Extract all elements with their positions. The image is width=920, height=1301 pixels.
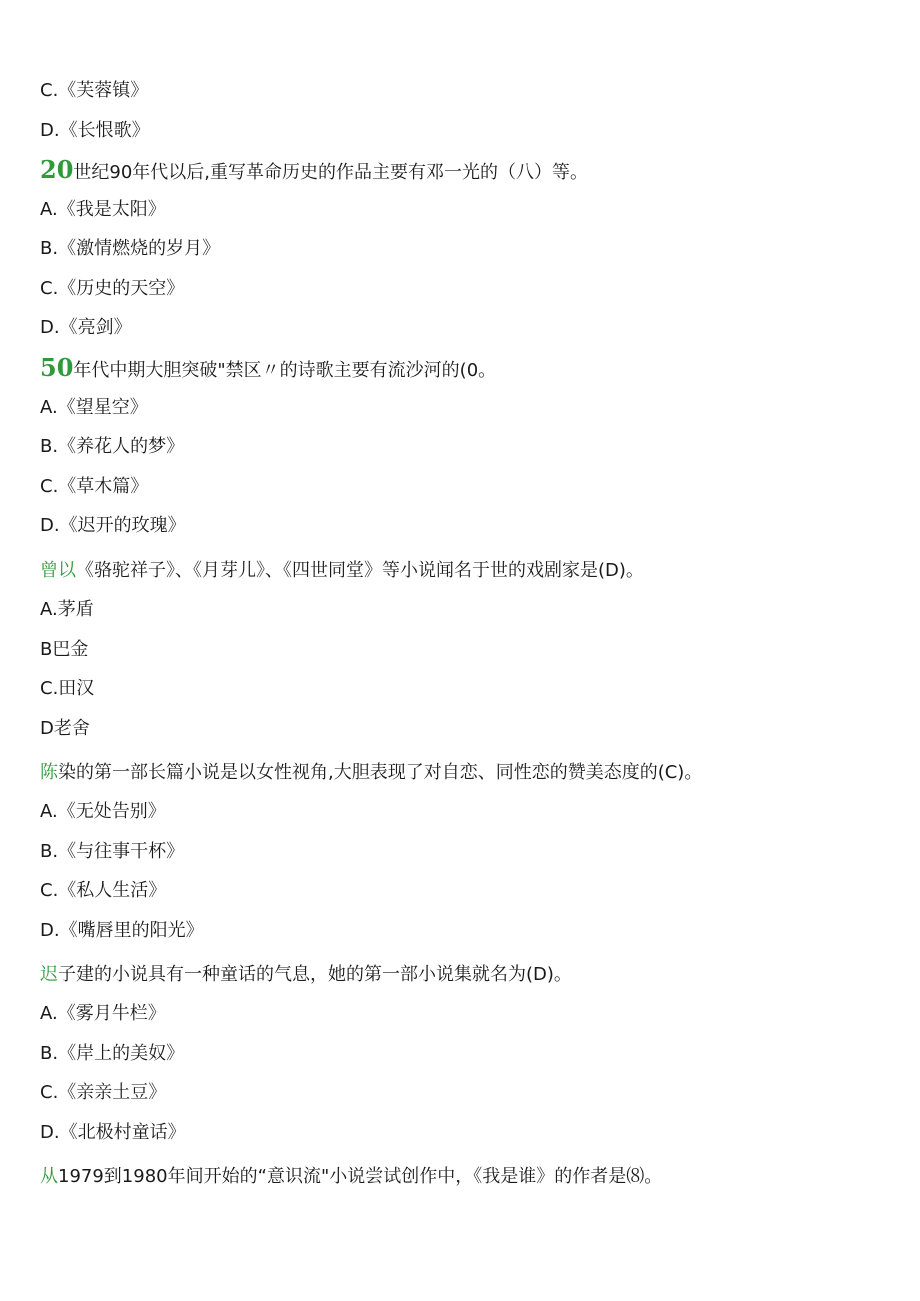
option-text: D.《亮剑》: [40, 317, 132, 338]
option-line: [40, 435, 184, 459]
option-line: [40, 638, 88, 662]
option-text: D.《迟开的玫瑰》: [40, 515, 186, 536]
option-line: [40, 475, 148, 499]
option-line: [40, 1121, 186, 1145]
option-text: D老舍: [40, 718, 90, 739]
option-text: D.《嘴唇里的阳光》: [40, 920, 204, 941]
question-text: 世纪90年代以后,重写革命历史的作品主要有邓一光的（八）等。: [73, 162, 589, 183]
option-line: [40, 396, 148, 420]
option-text: C.《亲亲土豆》: [40, 1082, 167, 1103]
option-text: A.茅盾: [40, 599, 94, 620]
option-line: [40, 717, 90, 741]
option-line: [40, 677, 94, 701]
question-text: 年代中期大胆突破"禁区〃的诗歌主要有流沙河的(0。: [73, 360, 497, 381]
option-line: [40, 598, 94, 622]
option-text: B.《岸上的美奴》: [40, 1043, 185, 1064]
question-lead: 从: [40, 1166, 58, 1187]
option-line: [40, 800, 166, 824]
option-line: [40, 1081, 166, 1105]
question-text: 1979到1980年间开始的“意识流"小说尝试创作中，《我是谁》的作者是⑻。: [58, 1166, 663, 1187]
question-lead: 迟: [40, 964, 58, 985]
option-line: [40, 119, 150, 143]
option-line: [40, 237, 220, 261]
option-text: B.《与往事干杯》: [40, 841, 185, 862]
option-line: [40, 1042, 184, 1066]
question-text: 染的第一部长篇小说是以女性视角,大胆表现了对自恋、同性恋的赞美态度的(C)。: [58, 762, 703, 783]
option-line: [40, 316, 132, 340]
option-text: A.《望星空》: [40, 397, 148, 418]
option-line: [40, 277, 184, 301]
option-text: D.《北极村童话》: [40, 1122, 186, 1143]
question-lead: 曾以: [40, 560, 76, 581]
question-line: [40, 761, 702, 785]
option-text: B.《养花人的梦》: [40, 436, 185, 457]
question-line: [40, 1165, 662, 1189]
option-text: A.《无处告别》: [40, 801, 166, 822]
option-text: B巴金: [40, 639, 89, 660]
option-line: [40, 198, 166, 222]
option-text: D.《长恨歌》: [40, 120, 150, 141]
option-line: [40, 919, 204, 943]
question-text: 《骆驼祥子》、《月芽儿》、《四世同堂》等小说闻名于世的戏剧家是(D)。: [76, 560, 644, 581]
question-lead: 陈: [40, 762, 58, 783]
option-line: [40, 879, 166, 903]
option-line: [40, 514, 186, 538]
option-text: A.《我是太阳》: [40, 199, 166, 220]
option-text: C.田汉: [40, 678, 95, 699]
option-line: [40, 840, 184, 864]
option-line: [40, 1002, 166, 1026]
option-text: C.《草木篇》: [40, 476, 149, 497]
question-text: 子建的小说具有一种童话的气息，她的第一部小说集就名为(D)。: [58, 964, 572, 985]
question-line: [40, 353, 497, 382]
question-number: 50: [40, 353, 74, 382]
option-text: B.《激情燃烧的岁月》: [40, 238, 221, 259]
option-text: C.《私人生活》: [40, 880, 167, 901]
question-line: [40, 155, 589, 184]
question-number: 20: [40, 155, 74, 184]
option-line: [40, 79, 148, 103]
option-text: C.《芙蓉镇》: [40, 80, 149, 101]
question-line: [40, 559, 644, 583]
question-line: [40, 963, 572, 987]
option-text: C.《历史的天空》: [40, 278, 185, 299]
option-text: A.《雾月牛栏》: [40, 1003, 166, 1024]
